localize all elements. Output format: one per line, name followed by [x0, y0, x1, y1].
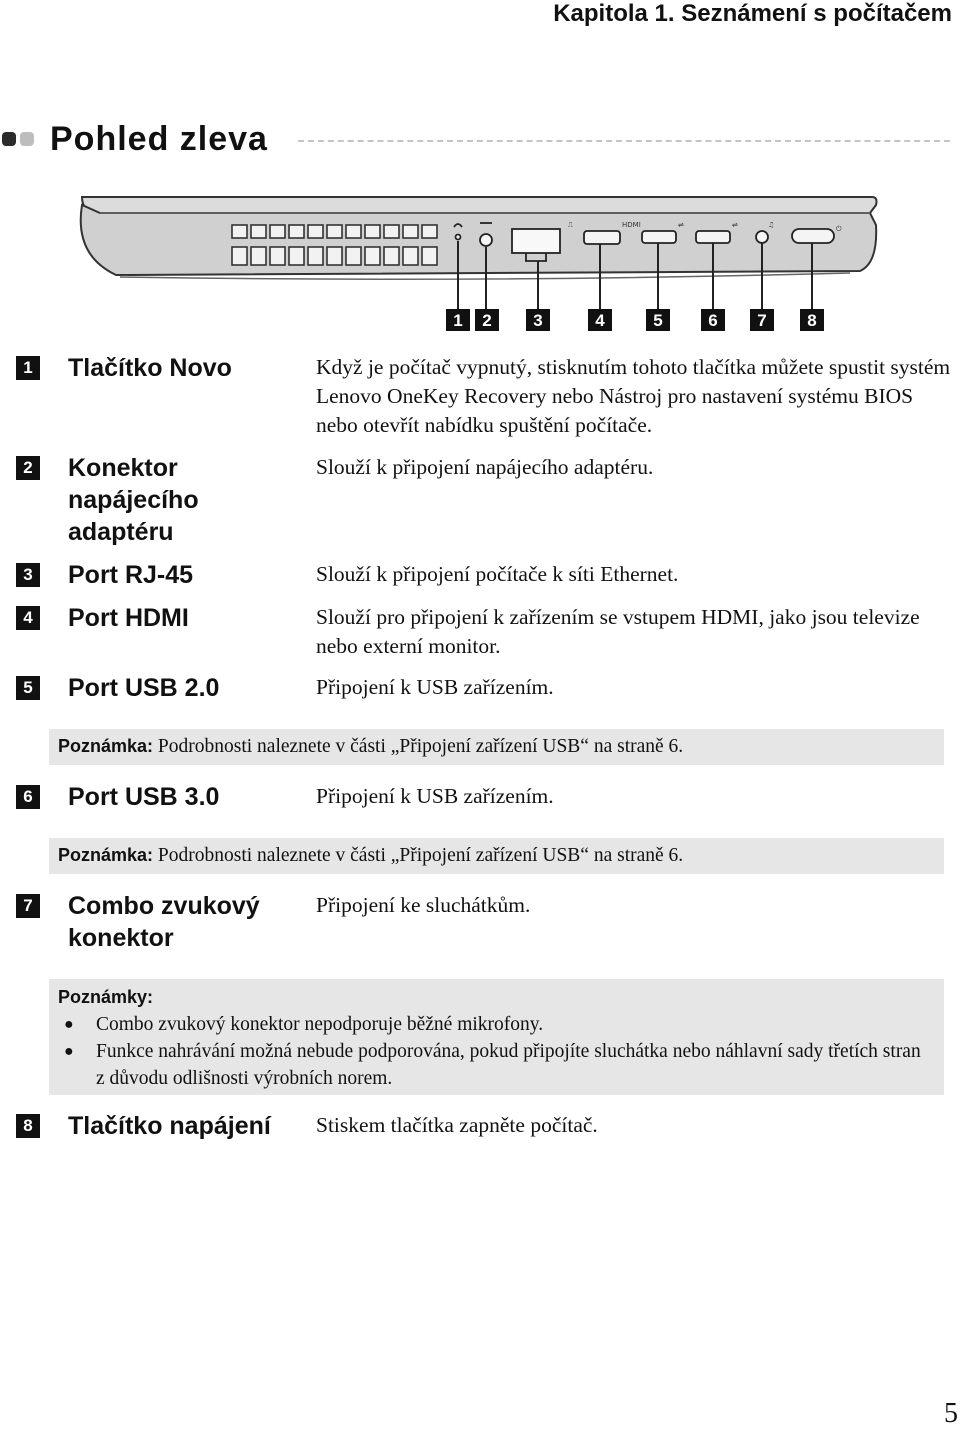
item-number-badge: 3 [16, 563, 40, 587]
title-rule [298, 140, 950, 142]
note-text: Podrobnosti naleznete v části „Připojení zařízení USB“ na straně 6. [157, 845, 684, 866]
note-usb2 [49, 729, 944, 765]
callout-5: 5 [653, 311, 663, 330]
note-bullet-list [58, 1011, 934, 1092]
chapter-header: Kapitola 1. Seznámení s počítačem [553, 0, 952, 27]
section-title: Pohled zleva [50, 120, 268, 158]
item-term: Port USB 3.0 [68, 783, 220, 811]
hdmi-label-text: HDMI [622, 221, 641, 229]
item-description: Připojení k USB zařízením. [316, 784, 554, 808]
rj45-port [512, 229, 560, 253]
novo-button-hole [456, 235, 461, 240]
usb2-port [642, 231, 676, 243]
item-number-badge: 4 [16, 606, 40, 630]
item-term: Port HDMI [68, 604, 189, 632]
section-heading [0, 118, 960, 162]
note-audio [49, 979, 944, 1095]
power-jack [480, 234, 492, 246]
heading-square-light-icon [20, 132, 34, 146]
item-description: Připojení ke sluchátkům. [316, 893, 531, 917]
list-item [58, 1038, 934, 1092]
audio-jack [756, 231, 768, 243]
ethernet-icon: ⎍ [568, 221, 573, 229]
callout-4: 4 [595, 311, 605, 330]
item-number-badge: 8 [16, 1114, 40, 1138]
note-usb3 [49, 838, 944, 874]
note-label: Poznámka: [58, 845, 154, 865]
callout-3: 3 [533, 311, 543, 330]
note-label: Poznámka: [58, 736, 154, 756]
item-number-badge: 7 [16, 894, 40, 918]
item-description: Slouží k připojení napájecího adaptéru. [316, 455, 654, 479]
usb3-port [696, 231, 730, 243]
item-number-badge: 1 [16, 356, 40, 380]
item-term: Tlačítko Novo [68, 354, 232, 382]
note-bullet-text: Combo zvukový konektor nepodporuje běžné mikrofony. [96, 1014, 544, 1035]
usb2-icon: ⇌ [678, 221, 684, 229]
callout-7: 7 [757, 311, 767, 330]
power-button [792, 229, 834, 243]
hdmi-port [584, 231, 620, 244]
bullet-icon: ● [64, 1016, 74, 1033]
item-description: Slouží pro připojení k zařízením se vstupem HDMI, jako jsou televize nebo externí monitor. [316, 605, 920, 658]
item-term: Tlačítko napájení [68, 1112, 271, 1140]
bullet-icon: ● [64, 1043, 74, 1060]
callout-6: 6 [708, 311, 718, 330]
note-bullet-text: Funkce nahrávání možná nebude podporována, pokud připojíte sluchátka nebo náhlavní sady třetích stran z důvodu odlišnosti výrobních norem. [96, 1041, 921, 1089]
heading-square-dark-icon [2, 132, 16, 146]
laptop-left-side-illustration [60, 185, 900, 335]
item-description: Připojení k USB zařízením. [316, 675, 554, 699]
callout-boxes [446, 309, 824, 331]
callout-2: 2 [482, 311, 492, 330]
item-number-badge: 2 [16, 456, 40, 480]
power-symbol-icon: ⏻ [836, 225, 842, 233]
note-text: Podrobnosti naleznete v části „Připojení zařízení USB“ na straně 6. [157, 736, 684, 757]
item-description: Stiskem tlačítka zapněte počítač. [316, 1113, 598, 1137]
item-description: Slouží k připojení počítače k síti Ethernet. [316, 562, 679, 586]
headphone-icon: ♫ [768, 221, 775, 229]
usb3-icon: ⇌ [732, 221, 738, 229]
item-term: Port USB 2.0 [68, 674, 220, 702]
item-description: Když je počítač vypnutý, stisknutím tohoto tlačítka můžete spustit systém Lenovo OneKey Recovery nebo Nástroj pro nastavení systému BIOS nebo otevřít nabídku spuštění počítače. [316, 355, 951, 437]
item-term: Konektor napájecího adaptéru [68, 454, 199, 546]
item-number-badge: 6 [16, 785, 40, 809]
note-label: Poznámky: [58, 987, 154, 1007]
callout-8: 8 [807, 311, 817, 330]
item-term: Combo zvukový konektor [68, 892, 260, 952]
item-number-badge: 5 [16, 676, 40, 700]
list-item [58, 1011, 934, 1038]
item-term: Port RJ-45 [68, 561, 194, 589]
page-number: 5 [944, 1398, 958, 1429]
callout-1: 1 [453, 311, 463, 330]
